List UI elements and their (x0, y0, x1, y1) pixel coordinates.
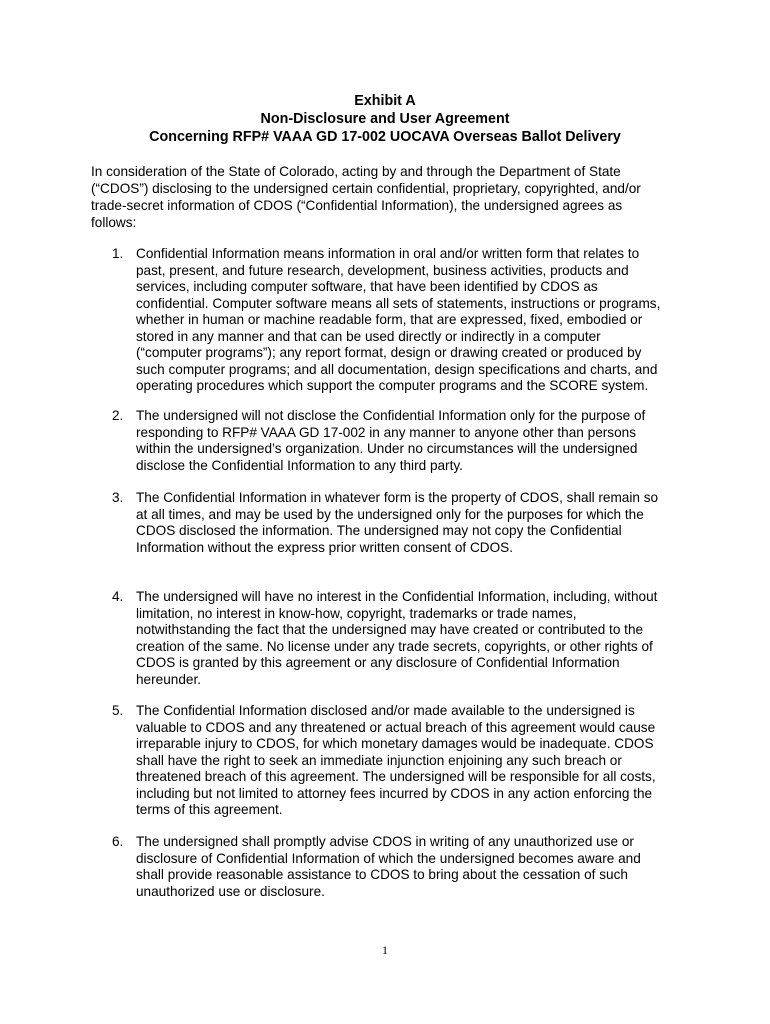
clause-line: CDOS is granted by this agreement or any disclosure of Confidential Information (136, 655, 620, 670)
clause-line: shall provide reasonable assistance to CDOS to bring about the cessation of such (136, 867, 628, 882)
clause-number: 4. (112, 589, 124, 604)
clause-line: The undersigned shall promptly advise CDOS in writing of any unauthorized use or (136, 834, 634, 849)
clause-line: limitation, no interest in know-how, copyright, trademarks or trade names, (136, 605, 577, 621)
clause-line: stored in any manner and that can be used directly or indirectly in a computer (136, 328, 601, 344)
clause-line: CDOS disclosed the information. The undersigned may not copy the Confidential (136, 523, 622, 538)
clause-number: 2. (112, 408, 124, 423)
clause-number: 1. (112, 246, 124, 261)
intro-paragraph (91, 163, 651, 231)
clause-text (136, 490, 682, 556)
clause-line: hereunder. (136, 671, 202, 687)
intro-line: In consideration of the State of Colorado, acting by and through the Department of State (91, 164, 621, 179)
clause-line: whether in human or machine readable form, that are expressed, fixed, embodied or (136, 312, 643, 327)
clause-line: operating procedures which support the computer programs and the SCORE system. (136, 378, 649, 393)
clause-line: past, present, and future research, development, business activities, products and (136, 262, 629, 278)
intro-line: trade-secret information of CDOS (“Confidential Information), the undersigned agrees as (91, 198, 623, 213)
exhibit-label: Exhibit A (354, 93, 416, 109)
clause-number: 6. (112, 834, 124, 849)
clause-line: Confidential Information means information in oral and/or written form that relates to (136, 246, 640, 261)
clause-line: The Confidential Information in whatever form is the property of CDOS, shall remain so (136, 490, 659, 505)
clause-line: unauthorized use or disclosure. (136, 883, 325, 899)
page-number: 1 (382, 943, 388, 957)
clause-line: notwithstanding the fact that the undersigned may have created or contributed to the (136, 622, 644, 637)
agreement-title: Non-Disclosure and User Agreement (260, 111, 510, 127)
clause-text (136, 589, 682, 688)
clause-line: at all times, and may be used by the undersigned only for the purposes for which the (136, 506, 644, 522)
clause-line: within the undersigned’s organization. Under no circumstances will the undersigned (136, 441, 638, 456)
intro-line: (“CDOS”) disclosing to the undersigned certain confidential, proprietary, copyrighted, and/or (91, 181, 641, 196)
clause-1 (112, 246, 682, 395)
clause-line: terms of this agreement. (136, 802, 283, 817)
clause-2 (112, 408, 682, 474)
clause-text (136, 703, 682, 819)
clause-line: Information without the express prior written consent of CDOS. (136, 539, 514, 555)
clause-line: The Confidential Information disclosed and/or made available to the undersigned is (136, 703, 635, 718)
clause-line: valuable to CDOS and any threatened or actual breach of this agreement would cause (136, 719, 656, 735)
clause-line: including but not limited to attorney fees incurred by CDOS in any action enforcing the (136, 785, 653, 801)
clause-line: (“computer programs”); any report format, design or drawing created or produced by (136, 345, 642, 360)
clause-line: disclose the Confidential Information to any third party. (136, 457, 463, 473)
clause-line: responding to RFP# VAAA GD 17-002 in any manner to anyone other than persons (136, 424, 637, 440)
clause-line: threatened breach of this agreement. The undersigned will be responsible for all costs, (136, 769, 656, 784)
clause-5 (112, 703, 682, 819)
clause-number: 5. (112, 703, 124, 718)
document-title (0, 92, 770, 146)
clause-3 (112, 490, 682, 556)
clause-line: creation of the same. No license under any trade secrets, copyrights, or other rights of (136, 638, 653, 654)
clause-text (136, 834, 682, 900)
clause-line: services, including computer software, that have been identified by CDOS as (136, 279, 598, 294)
rfp-subject: Concerning RFP# VAAA GD 17-002 UOCAVA Overseas Ballot Delivery (149, 129, 621, 145)
clause-line: such computer programs; and all documentation, design specifications and charts, and (136, 361, 658, 377)
clause-line: The undersigned will have no interest in the Confidential Information, including, without (136, 589, 658, 604)
clause-text (136, 408, 682, 474)
clause-6 (112, 834, 682, 900)
clause-line: confidential. Computer software means all sets of statements, instructions or programs, (136, 295, 661, 311)
clause-number: 3. (112, 490, 124, 505)
clause-line: disclosure of Confidential Information of which the undersigned becomes aware and (136, 850, 641, 866)
clause-4 (112, 589, 682, 688)
clause-line: shall have the right to seek an immediate injunction enjoining any such breach or (136, 752, 622, 768)
intro-line: follows: (91, 215, 137, 230)
clause-text (136, 246, 682, 395)
clause-line: irreparable injury to CDOS, for which monetary damages would be inadequate. CDOS (136, 736, 654, 751)
clause-line: The undersigned will not disclose the Confidential Information only for the purpose of (136, 408, 646, 423)
